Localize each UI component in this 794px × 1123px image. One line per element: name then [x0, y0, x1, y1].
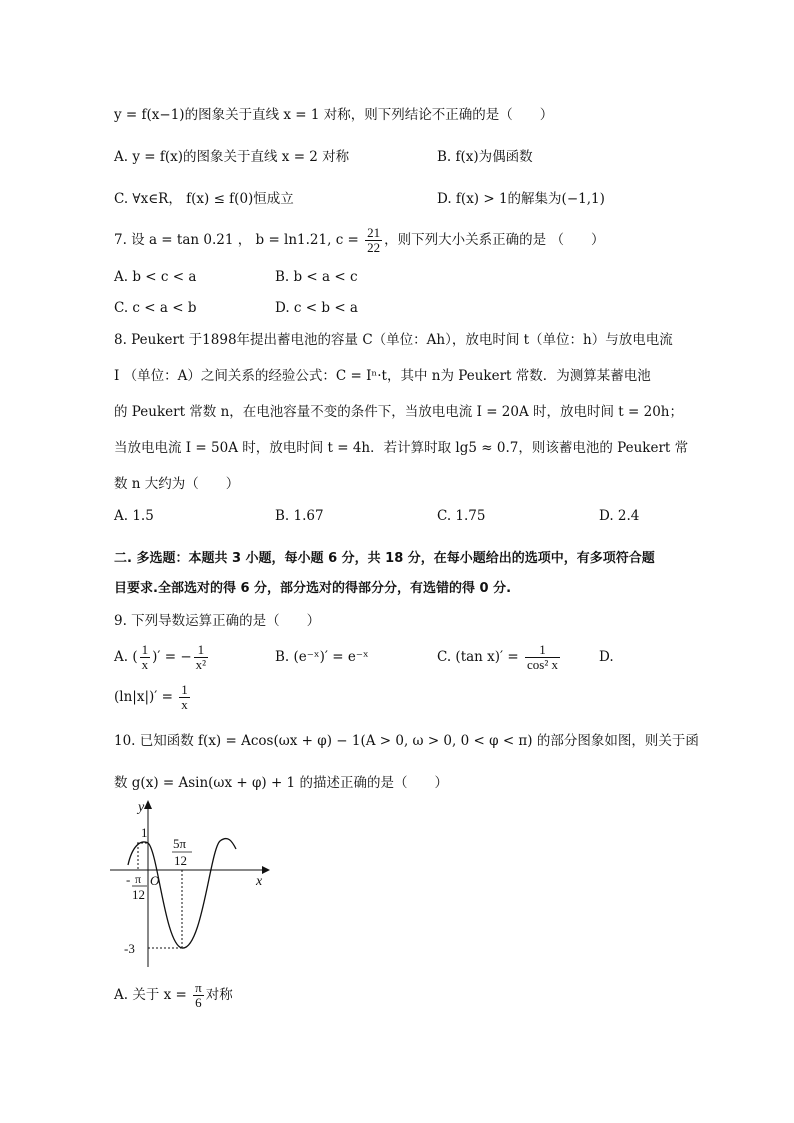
q7-fraction — [365, 226, 382, 255]
q10-a-suffix: 对称 — [205, 987, 233, 1003]
x-left-num: π — [135, 872, 142, 886]
q6-stem: y = f(x−1)的图象关于直线 x = 1 对称，则下列结论不正确的是（ ） — [114, 107, 554, 123]
q7-stem — [114, 224, 694, 256]
q10-line-1: 10. 已知函数 f(x) = Acos(ωx + φ) − 1(A > 0, ω > 0, 0 < φ < π) 的部分图象如图，则关于函 — [114, 733, 699, 749]
q8-line-1: 8. Peukert 于1898年提出蓄电池的容量 C（单位：Ah），放电时间 t（单位：h）与放电电流 — [114, 332, 673, 348]
x-axis-arrow — [262, 866, 270, 874]
q9-d-frac-den: x — [181, 697, 188, 712]
q8-line-5: 数 n 大约为（ ） — [114, 476, 240, 492]
q8-option-b: B. 1.67 — [275, 508, 324, 524]
q9-option-b: B. (e⁻ˣ)′ = e⁻ˣ — [275, 649, 369, 665]
y-axis-label: y — [138, 800, 145, 815]
x-left-sign: - — [126, 872, 131, 887]
q8-line-4: 当放电电流 I = 50A 时，放电时间 t = 4h．若计算时取 lg5 ≈ 0.7，则该蓄电池的 Peukert 常 — [114, 440, 689, 456]
q8-line-3: 的 Peukert 常数 n，在电池容量不变的条件下，当放电电流 I = 20A 时，放电时间 t = 20h； — [114, 404, 683, 420]
x-axis-label: x — [256, 874, 263, 889]
q9-c-frac-num: 1 — [525, 643, 560, 658]
q7-option-c: C. c < a < b — [114, 300, 197, 316]
q7-fraction-den: 22 — [367, 240, 381, 255]
q10-a-frac — [193, 981, 204, 1010]
y-axis-arrow — [144, 800, 152, 809]
q9-d-frac — [179, 683, 190, 712]
q7-stem-start: 7. 设 a = tan 0.21 ， b = ln1.21, c = — [114, 232, 364, 248]
q9-a-frac-2-num: 1 — [194, 643, 208, 658]
q9-option-d — [114, 680, 192, 714]
q8-option-c: C. 1.75 — [437, 508, 486, 524]
q9-a-frac-1-num: 1 — [141, 642, 149, 657]
q10-option-a — [114, 976, 233, 1014]
x-left-den: 12 — [132, 887, 145, 902]
q9-option-c — [437, 640, 562, 674]
q9-c-frac-den: cos² x — [527, 657, 558, 672]
y-min-label: -3 — [124, 941, 135, 956]
q10-function-graph — [110, 795, 280, 975]
q7-stem-end: ，则下列大小关系正确的是 （ ） — [384, 232, 605, 248]
q9-a-frac-1-den: x — [141, 657, 149, 672]
q9-c-prefix: C. (tan x)′ = — [437, 649, 523, 665]
q6-option-c: C. ∀x∈R， f(x) ≤ f(0)恒成立 — [114, 191, 294, 207]
y-max-label: 1 — [141, 825, 148, 840]
q7-fraction-num: 21 — [367, 225, 381, 240]
q8-line-2: I （单位：A）之间关系的经验公式：C = Iⁿ·t，其中 n为 Peukert 常数．为测算某蓄电池 — [114, 368, 651, 384]
q9-a-middle: )′ = − — [152, 649, 192, 665]
q9-a-prefix: A. ( — [114, 649, 138, 665]
q7-option-a: A. b < c < a — [114, 269, 197, 285]
q6-option-a: A. y = f(x)的图象关于直线 x = 2 对称 — [114, 149, 350, 165]
q7-option-b: B. b < a < c — [275, 269, 358, 285]
q9-a-frac-2 — [194, 643, 208, 672]
q9-c-frac — [525, 643, 560, 672]
q10-a-frac-num: π — [195, 980, 202, 995]
q7-option-d: D. c < b < a — [275, 300, 358, 316]
q10-a-frac-den: 6 — [195, 995, 202, 1010]
q9-a-frac-2-den: x² — [195, 657, 207, 672]
q10-a-prefix: A. 关于 x = — [114, 987, 192, 1003]
q9-option-d-label: D. — [599, 649, 614, 665]
q9-stem: 9. 下列导数运算正确的是（ ） — [114, 613, 321, 629]
x-right-num: 5π — [173, 836, 187, 851]
q6-option-b: B. f(x)为偶函数 — [437, 149, 533, 165]
x-right-den: 12 — [174, 853, 187, 868]
q9-d-prefix: (ln|x|)′ = — [114, 689, 178, 705]
q6-option-d: D. f(x) > 1的解集为(−1,1) — [437, 191, 605, 207]
q10-line-2: 数 g(x) = Asin(ωx + φ) + 1 的描述正确的是（ ） — [114, 775, 448, 791]
q9-d-frac-num: 1 — [181, 682, 188, 697]
q8-option-d: D. 2.4 — [599, 508, 640, 524]
q9-option-a — [114, 640, 210, 674]
section-2-heading: 二. 多选题：本题共 3 小题，每小题 6 分，共 18 分，在每小题给出的选项中，有多项符合题 — [114, 551, 655, 566]
section-2-instructions: 目要求.全部选对的得 6 分，部分选对的得部分分，有选错的得 0 分. — [114, 581, 512, 596]
q8-option-a: A. 1.5 — [114, 508, 154, 524]
origin-label: O — [150, 873, 160, 888]
q9-a-frac-1 — [140, 643, 151, 672]
